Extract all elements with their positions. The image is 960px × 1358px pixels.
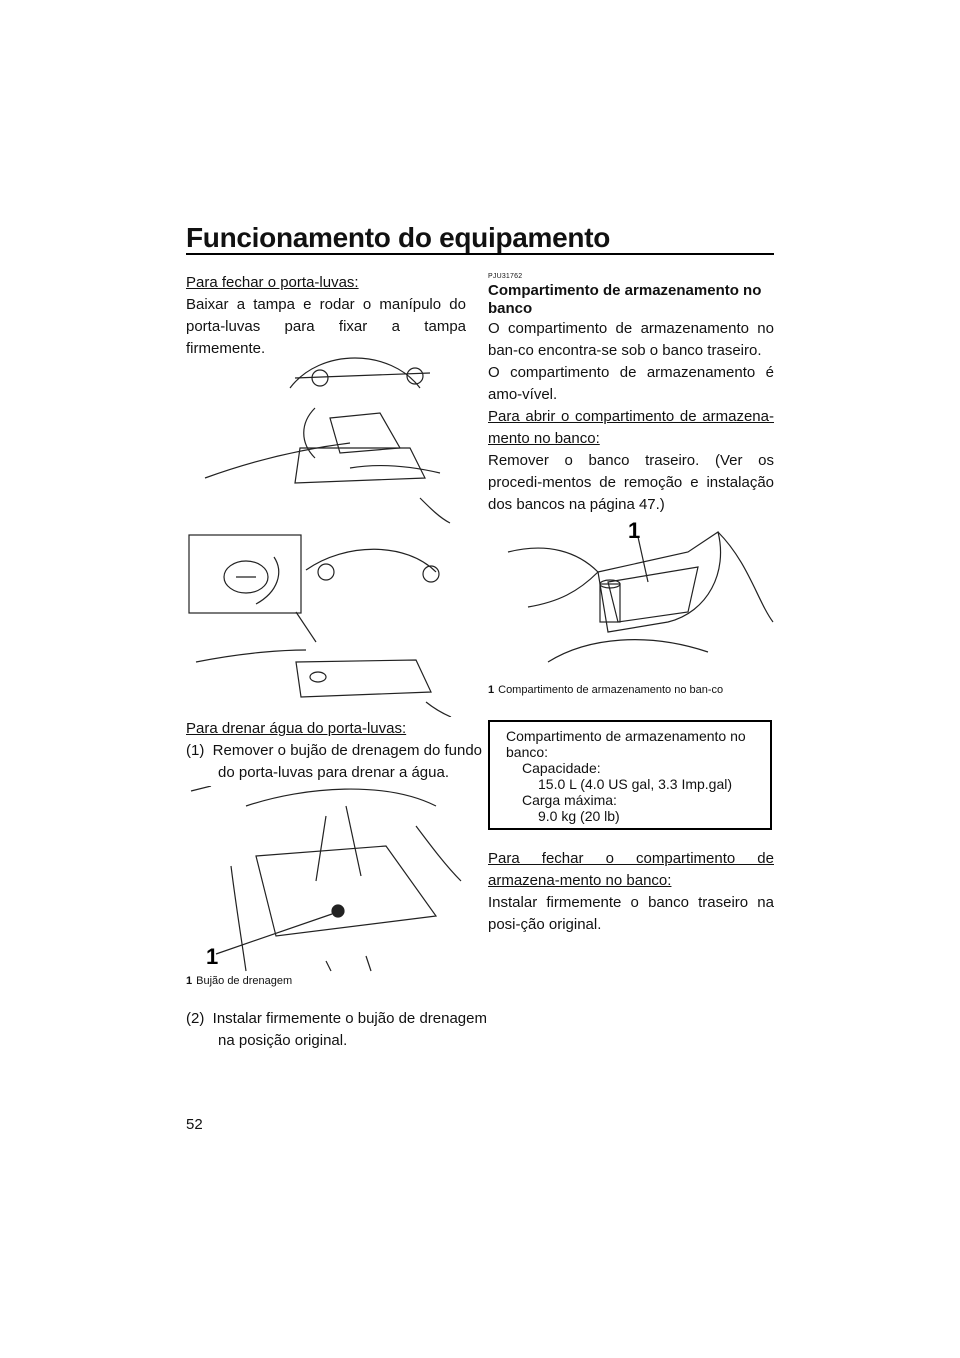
close-glovebox-text: Baixar a tampa e rodar o manípulo do porta-luvas para fixar a tampa firmemente.: [186, 296, 466, 357]
seat-storage-callout: 1: [628, 518, 641, 543]
drain-plug-callout: 1: [206, 944, 219, 969]
spec-title: Compartimento de armazenamento no banco:: [506, 728, 746, 760]
drain-heading: Para drenar água do porta-luvas:: [186, 720, 407, 737]
title-rule: [186, 253, 774, 255]
spec-capacity-label: Capacidade:: [522, 760, 601, 776]
drain-plug-caption: [186, 975, 466, 988]
section-heading: Compartimento de armazenamento no banco: [488, 282, 762, 317]
spec-box: [488, 720, 772, 830]
close-glovebox-heading: Para fechar o porta-luvas:: [186, 274, 359, 291]
caption-text: Bujão de drenagem: [196, 975, 293, 987]
drain-step-1: (1) Remover o bujão de drenagem do fundo do porta-luvas para drenar a água.: [186, 742, 483, 781]
open-heading: Para abrir o compartimento de armazena-mento no banco:: [488, 408, 774, 447]
intro-paragraph-2: O compartimento de armazenamento é amo-vível.: [488, 364, 774, 403]
caption-number: 1: [186, 975, 193, 987]
spec-load-value: 9.0 kg (20 lb): [538, 808, 620, 824]
caption-text: Compartimento de armazenamento no ban-co: [498, 684, 724, 696]
close-storage-heading: Para fechar o compartimento de armazena-mento no banco:: [488, 850, 774, 889]
page-number: 52: [186, 1116, 203, 1133]
drain-plug-illustration: [186, 786, 466, 976]
drain-step-2: (2) Instalar firmemente o bujão de drenagem na posição original.: [186, 1010, 487, 1049]
glovebox-close-illustration: [200, 348, 460, 528]
open-text: Remover o banco traseiro. (Ver os procedi-mentos de remoção e instalação dos bancos na página 47.): [488, 452, 774, 513]
seat-storage-caption: [488, 684, 774, 697]
seat-storage-illustration: [488, 512, 774, 672]
close-storage-text: Instalar firmemente o banco traseiro na posi-ção original.: [488, 894, 774, 933]
spec-capacity-value: 15.0 L (4.0 US gal, 3.3 Imp.gal): [538, 776, 733, 792]
page-title: Funcionamento do equipamento: [186, 222, 611, 253]
intro-paragraph-1: O compartimento de armazenamento no ban-co encontra-se sob o banco traseiro.: [488, 320, 774, 359]
caption-number: 1: [488, 684, 495, 696]
spec-load-label: Carga máxima:: [522, 792, 617, 808]
section-code: PJU31762: [488, 273, 523, 280]
glovebox-knob-illustration: [186, 532, 466, 717]
